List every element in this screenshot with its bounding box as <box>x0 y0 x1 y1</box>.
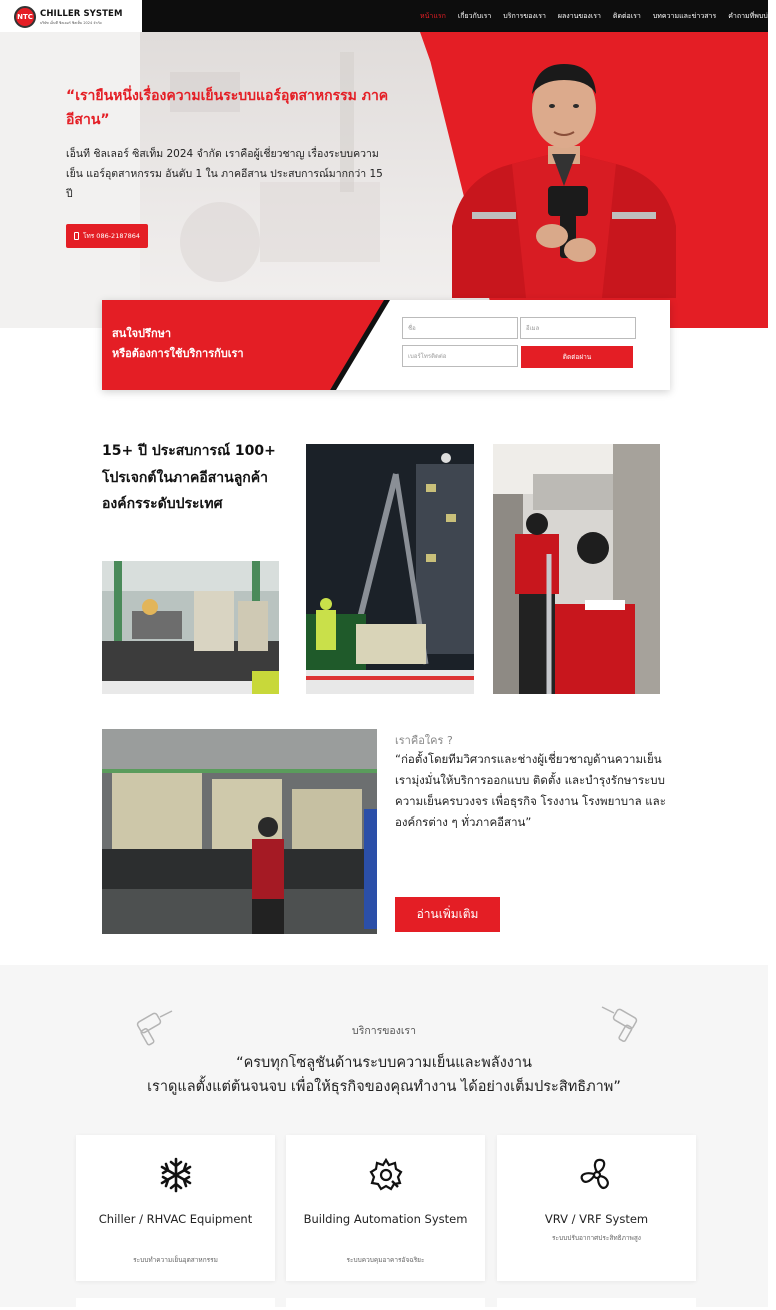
chiller-room-photo <box>102 729 377 934</box>
call-phone-button[interactable] <box>66 224 148 248</box>
gear-icon <box>368 1157 404 1193</box>
phone-icon <box>74 232 79 240</box>
service-card-subtitle: ระบบปรับอากาศประสิทธิภาพสูง <box>552 1234 641 1242</box>
technician-portrait <box>452 36 676 298</box>
service-card-chiller[interactable] <box>76 1135 275 1281</box>
service-card-building-automation[interactable] <box>286 1135 485 1281</box>
nav-item-contact[interactable]: ติดต่อเรา <box>612 11 641 20</box>
nav-item-faq[interactable]: คำถามที่พบบ่อย <box>728 11 776 20</box>
phone-field[interactable]: เบอร์โทรติดต่อ <box>402 345 518 367</box>
logo-emblem-icon: NTC <box>14 6 36 28</box>
service-card-vrv[interactable] <box>497 1135 696 1281</box>
indoor-ac-install-photo <box>493 444 660 694</box>
call-phone-label: โทร 086-2187864 <box>82 232 141 240</box>
service-card-next <box>76 1298 275 1310</box>
service-card-next <box>497 1298 696 1310</box>
consult-title-line2: หรือต้องการใช้บริการกับเรา <box>112 347 244 360</box>
nav-item-home[interactable]: หน้าแรก <box>420 11 446 20</box>
logo-subtitle: บริษัท เอ็นที ชิลเลอร์ ซิสเท็ม 2024 จำกัด <box>40 20 102 25</box>
services-headline <box>0 1051 768 1099</box>
site-logo[interactable] <box>0 0 142 34</box>
service-card-title: VRV / VRF System <box>544 1212 649 1226</box>
services-headline-line2: เราดูแลตั้งแต่ต้นจนจบ เพื่อให้ธุรกิจของคุณทำงาน ได้อย่างเต็มประสิทธิภาพ” <box>147 1079 621 1095</box>
snowflake-icon <box>159 1157 193 1193</box>
consult-title <box>112 324 244 364</box>
consult-form-card <box>102 300 670 390</box>
service-card-title: Chiller / RHVAC Equipment <box>98 1212 253 1226</box>
nav-item-portfolio[interactable]: ผลงานของเรา <box>557 11 601 20</box>
crane-installation-photo <box>306 444 474 694</box>
nav-item-articles[interactable]: บทความและข่าวสาร <box>652 11 717 20</box>
service-card-title: Building Automation System <box>303 1212 468 1226</box>
nav-item-about[interactable]: เกี่ยวกับเรา <box>457 11 492 20</box>
services-headline-line1: “ครบทุกโซลูชันด้านระบบความเย็นและพลังงาน <box>236 1055 532 1071</box>
hero-description: เอ็นที ชิลเลอร์ ซิสเท็ม 2024 จำกัด เราคือผู้เชี่ยวชาญ เรื่องระบบความเย็น แอร์อุตสาหกรรม อันดับ 1 ใน ภาคอีสาน ประสบการณ์มากกว่า 15 ปี <box>66 148 383 200</box>
logo-name: CHILLER SYSTEM <box>40 8 123 19</box>
nav-item-services[interactable]: บริการของเรา <box>503 11 546 20</box>
email-field[interactable]: อีเมล <box>520 317 636 339</box>
fan-icon <box>579 1157 615 1193</box>
services-section <box>0 965 768 1307</box>
submit-button[interactable]: ติดต่อผ่าน <box>521 346 633 368</box>
read-more-button[interactable]: อ่านเพิ่มเติม <box>395 897 500 932</box>
about-text: “ก่อตั้งโดยทีมวิศวกรและช่างผู้เชี่ยวชาญด้านความเย็น เรามุ่งมั่นให้บริการออกแบบ ติดตั้ง และบำรุงรักษาระบบความเย็นครบวงจร เพื่อธุรกิจ โรงงาน โรงพยาบาล และองค์กรต่าง ๆ ทั่วภาคอีสาน” <box>395 752 666 829</box>
service-card-subtitle: ระบบควบคุมอาคารอัจฉริยะ <box>346 1256 425 1264</box>
chiller-maintenance-photo <box>102 561 279 694</box>
services-label: บริการของเรา <box>352 1025 416 1037</box>
hero-title: “เรายืนหนึ่งเรื่องความเย็นระบบแอร์อุตสาหกรรม ภาคอีสาน” <box>66 88 389 128</box>
experience-headline: 15+ ปี ประสบการณ์ 100+ โปรเจกต์ในภาคอีสานลูกค้าองค์กรระดับประเทศ <box>102 443 276 512</box>
about-label: เราคือใคร ? <box>395 734 453 747</box>
name-field[interactable]: ชื่อ <box>402 317 518 339</box>
service-card-next <box>286 1298 485 1310</box>
consult-title-line1: สนใจปรึกษา <box>112 327 172 340</box>
service-card-subtitle: ระบบทำความเย็นอุตสาหกรรม <box>133 1256 218 1264</box>
main-nav <box>420 0 776 32</box>
